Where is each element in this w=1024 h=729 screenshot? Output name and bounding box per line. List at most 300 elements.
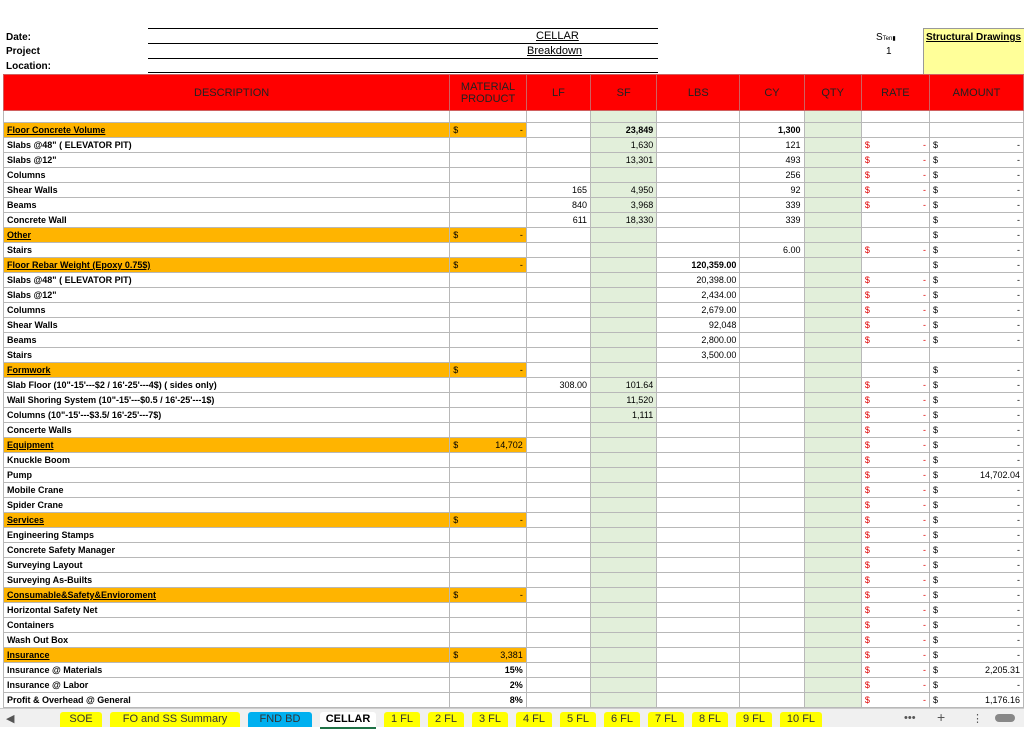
rate-cell[interactable] bbox=[861, 483, 929, 498]
amount-cell[interactable] bbox=[929, 678, 1023, 693]
amount-cell[interactable] bbox=[929, 228, 1023, 243]
lf-cell[interactable] bbox=[526, 678, 590, 693]
description-cell[interactable]: Formwork bbox=[4, 363, 450, 378]
lbs-cell[interactable] bbox=[657, 558, 740, 573]
lf-cell[interactable] bbox=[526, 243, 590, 258]
qty-cell[interactable] bbox=[804, 693, 861, 708]
amount-cell[interactable] bbox=[929, 453, 1023, 468]
description-cell[interactable]: Shear Walls bbox=[4, 318, 450, 333]
lf-cell[interactable] bbox=[526, 393, 590, 408]
qty-cell[interactable] bbox=[804, 528, 861, 543]
cy-cell[interactable] bbox=[740, 378, 804, 393]
amount-cell[interactable] bbox=[929, 408, 1023, 423]
cy-cell[interactable] bbox=[740, 303, 804, 318]
cy-cell[interactable]: 256 bbox=[740, 168, 804, 183]
qty-cell[interactable] bbox=[804, 408, 861, 423]
lf-cell[interactable] bbox=[526, 558, 590, 573]
lbs-cell[interactable] bbox=[657, 678, 740, 693]
description-cell[interactable]: Other bbox=[4, 228, 450, 243]
sf-cell[interactable] bbox=[591, 648, 657, 663]
col-description[interactable]: DESCRIPTION bbox=[4, 75, 450, 111]
lbs-cell[interactable]: 2,679.00 bbox=[657, 303, 740, 318]
col-lf[interactable]: LF bbox=[526, 75, 590, 111]
qty-cell[interactable] bbox=[804, 213, 861, 228]
qty-cell[interactable] bbox=[804, 123, 861, 138]
material-cell[interactable] bbox=[450, 528, 527, 543]
material-cell[interactable] bbox=[450, 168, 527, 183]
qty-cell[interactable] bbox=[804, 543, 861, 558]
description-cell[interactable]: Insurance @ Labor bbox=[4, 678, 450, 693]
description-cell[interactable]: Columns bbox=[4, 168, 450, 183]
material-cell[interactable] bbox=[450, 318, 527, 333]
cy-cell[interactable] bbox=[740, 543, 804, 558]
qty-cell[interactable] bbox=[804, 363, 861, 378]
description-cell[interactable]: Surveying As-Builts bbox=[4, 573, 450, 588]
sf-cell[interactable] bbox=[591, 303, 657, 318]
amount-cell[interactable] bbox=[929, 123, 1023, 138]
lbs-cell[interactable] bbox=[657, 363, 740, 378]
qty-cell[interactable] bbox=[804, 393, 861, 408]
sf-cell[interactable] bbox=[591, 618, 657, 633]
lbs-cell[interactable] bbox=[657, 123, 740, 138]
description-cell[interactable]: Floor Rebar Weight (Epoxy 0.75$) bbox=[4, 258, 450, 273]
sf-cell[interactable] bbox=[591, 633, 657, 648]
cy-cell[interactable] bbox=[740, 693, 804, 708]
lbs-cell[interactable] bbox=[657, 138, 740, 153]
description-cell[interactable]: Pump bbox=[4, 468, 450, 483]
amount-cell[interactable] bbox=[929, 543, 1023, 558]
col-lbs[interactable]: LBS bbox=[657, 75, 740, 111]
sf-cell[interactable]: 11,520 bbox=[591, 393, 657, 408]
rate-cell[interactable] bbox=[861, 213, 929, 228]
material-cell[interactable] bbox=[450, 558, 527, 573]
sheet-tab-fo-and-ss-summary[interactable]: FO and SS Summary bbox=[110, 712, 240, 727]
sheet-tab-2-fl[interactable]: 2 FL bbox=[428, 712, 464, 727]
rate-cell[interactable] bbox=[861, 183, 929, 198]
lbs-cell[interactable] bbox=[657, 663, 740, 678]
lbs-cell[interactable]: 2,434.00 bbox=[657, 288, 740, 303]
qty-cell[interactable] bbox=[804, 348, 861, 363]
cy-cell[interactable] bbox=[740, 513, 804, 528]
sf-cell[interactable] bbox=[591, 438, 657, 453]
sf-cell[interactable] bbox=[591, 603, 657, 618]
material-cell[interactable] bbox=[450, 303, 527, 318]
lbs-cell[interactable] bbox=[657, 453, 740, 468]
sf-cell[interactable] bbox=[591, 483, 657, 498]
lbs-cell[interactable] bbox=[657, 693, 740, 708]
amount-cell[interactable] bbox=[929, 483, 1023, 498]
lbs-cell[interactable] bbox=[657, 588, 740, 603]
sheet-tab-8-fl[interactable]: 8 FL bbox=[692, 712, 728, 727]
rate-cell[interactable] bbox=[861, 243, 929, 258]
rate-cell[interactable] bbox=[861, 348, 929, 363]
sf-cell[interactable] bbox=[591, 168, 657, 183]
lbs-cell[interactable] bbox=[657, 393, 740, 408]
cy-cell[interactable] bbox=[740, 453, 804, 468]
sheet-menu-icon[interactable]: ⋮ bbox=[972, 713, 983, 725]
cy-cell[interactable] bbox=[740, 228, 804, 243]
cy-cell[interactable] bbox=[740, 318, 804, 333]
lf-cell[interactable] bbox=[526, 618, 590, 633]
material-cell[interactable] bbox=[450, 243, 527, 258]
lbs-cell[interactable] bbox=[657, 153, 740, 168]
qty-cell[interactable] bbox=[804, 288, 861, 303]
amount-cell[interactable] bbox=[929, 213, 1023, 228]
lbs-cell[interactable] bbox=[657, 513, 740, 528]
lf-cell[interactable] bbox=[526, 138, 590, 153]
qty-cell[interactable] bbox=[804, 243, 861, 258]
lbs-cell[interactable] bbox=[657, 378, 740, 393]
rate-cell[interactable] bbox=[861, 498, 929, 513]
amount-cell[interactable] bbox=[929, 243, 1023, 258]
sf-cell[interactable] bbox=[591, 693, 657, 708]
sheet-tab-9-fl[interactable]: 9 FL bbox=[736, 712, 772, 727]
lbs-cell[interactable] bbox=[657, 483, 740, 498]
lf-cell[interactable] bbox=[526, 348, 590, 363]
material-cell[interactable] bbox=[450, 183, 527, 198]
lbs-cell[interactable] bbox=[657, 213, 740, 228]
rate-cell[interactable] bbox=[861, 198, 929, 213]
sf-cell[interactable] bbox=[591, 543, 657, 558]
lf-cell[interactable] bbox=[526, 258, 590, 273]
amount-cell[interactable] bbox=[929, 258, 1023, 273]
lbs-cell[interactable] bbox=[657, 528, 740, 543]
description-cell[interactable]: Surveying Layout bbox=[4, 558, 450, 573]
qty-cell[interactable] bbox=[804, 228, 861, 243]
sf-cell[interactable] bbox=[591, 588, 657, 603]
description-cell[interactable]: Columns bbox=[4, 303, 450, 318]
description-cell[interactable]: Mobile Crane bbox=[4, 483, 450, 498]
lbs-cell[interactable] bbox=[657, 633, 740, 648]
rate-cell[interactable] bbox=[861, 363, 929, 378]
qty-cell[interactable] bbox=[804, 603, 861, 618]
lbs-cell[interactable] bbox=[657, 198, 740, 213]
lbs-cell[interactable] bbox=[657, 228, 740, 243]
qty-cell[interactable] bbox=[804, 423, 861, 438]
add-sheet-icon[interactable]: + bbox=[937, 709, 946, 725]
lf-cell[interactable]: 840 bbox=[526, 198, 590, 213]
rate-cell[interactable] bbox=[861, 318, 929, 333]
description-cell[interactable]: Floor Concrete Volume bbox=[4, 123, 450, 138]
rate-cell[interactable] bbox=[861, 648, 929, 663]
lf-cell[interactable] bbox=[526, 693, 590, 708]
material-cell[interactable] bbox=[450, 348, 527, 363]
amount-cell[interactable] bbox=[929, 423, 1023, 438]
lf-cell[interactable]: 611 bbox=[526, 213, 590, 228]
description-cell[interactable]: Concrete Wall bbox=[4, 213, 450, 228]
cy-cell[interactable]: 6.00 bbox=[740, 243, 804, 258]
lf-cell[interactable] bbox=[526, 333, 590, 348]
rate-cell[interactable] bbox=[861, 453, 929, 468]
lbs-cell[interactable] bbox=[657, 573, 740, 588]
sf-cell[interactable] bbox=[591, 333, 657, 348]
qty-cell[interactable] bbox=[804, 168, 861, 183]
cy-cell[interactable]: 493 bbox=[740, 153, 804, 168]
cy-cell[interactable] bbox=[740, 498, 804, 513]
cy-cell[interactable] bbox=[740, 363, 804, 378]
amount-cell[interactable] bbox=[929, 393, 1023, 408]
qty-cell[interactable] bbox=[804, 468, 861, 483]
structural-drawings-cell[interactable] bbox=[923, 28, 1024, 76]
lf-cell[interactable] bbox=[526, 588, 590, 603]
col-rate[interactable]: RATE bbox=[861, 75, 929, 111]
lbs-cell[interactable]: 2,800.00 bbox=[657, 333, 740, 348]
cy-cell[interactable] bbox=[740, 618, 804, 633]
rate-cell[interactable] bbox=[861, 558, 929, 573]
sf-cell[interactable] bbox=[591, 363, 657, 378]
rate-cell[interactable] bbox=[861, 513, 929, 528]
qty-cell[interactable] bbox=[804, 318, 861, 333]
amount-cell[interactable] bbox=[929, 588, 1023, 603]
description-cell[interactable]: Profit & Overhead @ General bbox=[4, 693, 450, 708]
sf-cell[interactable] bbox=[591, 498, 657, 513]
lf-cell[interactable] bbox=[526, 363, 590, 378]
material-cell[interactable] bbox=[450, 423, 527, 438]
material-cell[interactable] bbox=[450, 453, 527, 468]
sheet-tab-6-fl[interactable]: 6 FL bbox=[604, 712, 640, 727]
lbs-cell[interactable] bbox=[657, 603, 740, 618]
material-cell[interactable] bbox=[450, 633, 527, 648]
amount-cell[interactable] bbox=[929, 168, 1023, 183]
description-cell[interactable]: Concerte Walls bbox=[4, 423, 450, 438]
description-cell[interactable]: Beams bbox=[4, 333, 450, 348]
cy-cell[interactable] bbox=[740, 408, 804, 423]
material-cell[interactable] bbox=[450, 198, 527, 213]
amount-cell[interactable] bbox=[929, 198, 1023, 213]
sf-cell[interactable]: 18,330 bbox=[591, 213, 657, 228]
description-cell[interactable]: Beams bbox=[4, 198, 450, 213]
cy-cell[interactable] bbox=[740, 678, 804, 693]
sheet-tab-10-fl[interactable]: 10 FL bbox=[780, 712, 822, 727]
sf-cell[interactable]: 3,968 bbox=[591, 198, 657, 213]
cellar-breakdown-table[interactable] bbox=[3, 74, 1024, 708]
qty-cell[interactable] bbox=[804, 618, 861, 633]
qty-cell[interactable] bbox=[804, 513, 861, 528]
description-cell[interactable]: Knuckle Boom bbox=[4, 453, 450, 468]
lf-cell[interactable] bbox=[526, 318, 590, 333]
cy-cell[interactable] bbox=[740, 393, 804, 408]
lf-cell[interactable] bbox=[526, 273, 590, 288]
material-cell[interactable] bbox=[450, 393, 527, 408]
description-cell[interactable]: Engineering Stamps bbox=[4, 528, 450, 543]
sf-cell[interactable]: 4,950 bbox=[591, 183, 657, 198]
description-cell[interactable]: Slabs @12" bbox=[4, 288, 450, 303]
rate-cell[interactable] bbox=[861, 393, 929, 408]
qty-cell[interactable] bbox=[804, 198, 861, 213]
rate-cell[interactable] bbox=[861, 603, 929, 618]
rate-cell[interactable] bbox=[861, 663, 929, 678]
description-cell[interactable]: Insurance bbox=[4, 648, 450, 663]
sheet-tab-7-fl[interactable]: 7 FL bbox=[648, 712, 684, 727]
rate-cell[interactable] bbox=[861, 588, 929, 603]
material-cell[interactable] bbox=[450, 438, 527, 453]
description-cell[interactable]: Wash Out Box bbox=[4, 633, 450, 648]
sf-cell[interactable] bbox=[591, 663, 657, 678]
amount-cell[interactable] bbox=[929, 288, 1023, 303]
lbs-cell[interactable]: 3,500.00 bbox=[657, 348, 740, 363]
col-amount[interactable]: AMOUNT bbox=[929, 75, 1023, 111]
rate-cell[interactable] bbox=[861, 543, 929, 558]
amount-cell[interactable] bbox=[929, 693, 1023, 708]
amount-cell[interactable] bbox=[929, 303, 1023, 318]
rate-cell[interactable] bbox=[861, 303, 929, 318]
lbs-cell[interactable] bbox=[657, 468, 740, 483]
lf-cell[interactable]: 165 bbox=[526, 183, 590, 198]
material-cell[interactable] bbox=[450, 213, 527, 228]
description-cell[interactable]: Horizontal Safety Net bbox=[4, 603, 450, 618]
description-cell[interactable]: Spider Crane bbox=[4, 498, 450, 513]
rate-cell[interactable] bbox=[861, 438, 929, 453]
description-cell[interactable]: Slabs @48" ( ELEVATOR PIT) bbox=[4, 273, 450, 288]
lbs-cell[interactable] bbox=[657, 168, 740, 183]
qty-cell[interactable] bbox=[804, 138, 861, 153]
cy-cell[interactable] bbox=[740, 663, 804, 678]
rate-cell[interactable] bbox=[861, 138, 929, 153]
sf-cell[interactable] bbox=[591, 273, 657, 288]
cy-cell[interactable] bbox=[740, 273, 804, 288]
amount-cell[interactable] bbox=[929, 348, 1023, 363]
qty-cell[interactable] bbox=[804, 663, 861, 678]
lf-cell[interactable] bbox=[526, 228, 590, 243]
amount-cell[interactable] bbox=[929, 528, 1023, 543]
cy-cell[interactable]: 339 bbox=[740, 198, 804, 213]
rate-cell[interactable] bbox=[861, 273, 929, 288]
sf-cell[interactable]: 13,301 bbox=[591, 153, 657, 168]
rate-cell[interactable] bbox=[861, 408, 929, 423]
material-cell[interactable] bbox=[450, 288, 527, 303]
material-cell[interactable] bbox=[450, 513, 527, 528]
material-cell[interactable]: 8% bbox=[450, 693, 527, 708]
cy-cell[interactable] bbox=[740, 633, 804, 648]
more-tabs-icon[interactable]: ••• bbox=[904, 712, 916, 724]
rate-cell[interactable] bbox=[861, 333, 929, 348]
sheet-tab-cellar[interactable]: CELLAR bbox=[320, 712, 376, 729]
lbs-cell[interactable] bbox=[657, 618, 740, 633]
cy-cell[interactable] bbox=[740, 483, 804, 498]
material-cell[interactable] bbox=[450, 138, 527, 153]
lf-cell[interactable] bbox=[526, 633, 590, 648]
amount-cell[interactable] bbox=[929, 363, 1023, 378]
description-cell[interactable]: Services bbox=[4, 513, 450, 528]
qty-cell[interactable] bbox=[804, 678, 861, 693]
amount-cell[interactable] bbox=[929, 603, 1023, 618]
qty-cell[interactable] bbox=[804, 498, 861, 513]
rate-cell[interactable] bbox=[861, 573, 929, 588]
material-cell[interactable]: 15% bbox=[450, 663, 527, 678]
description-cell[interactable]: Slabs @48" ( ELEVATOR PIT) bbox=[4, 138, 450, 153]
tab-scroll-left-icon[interactable]: ◀ bbox=[6, 713, 15, 725]
amount-cell[interactable] bbox=[929, 318, 1023, 333]
material-cell[interactable] bbox=[450, 363, 527, 378]
cy-cell[interactable]: 92 bbox=[740, 183, 804, 198]
material-cell[interactable] bbox=[450, 483, 527, 498]
sheet-tab-3-fl[interactable]: 3 FL bbox=[472, 712, 508, 727]
rate-cell[interactable] bbox=[861, 288, 929, 303]
lf-cell[interactable] bbox=[526, 153, 590, 168]
material-cell[interactable] bbox=[450, 573, 527, 588]
sf-cell[interactable] bbox=[591, 348, 657, 363]
cy-cell[interactable]: 121 bbox=[740, 138, 804, 153]
amount-cell[interactable] bbox=[929, 378, 1023, 393]
qty-cell[interactable] bbox=[804, 648, 861, 663]
qty-cell[interactable] bbox=[804, 303, 861, 318]
rate-cell[interactable] bbox=[861, 153, 929, 168]
lf-cell[interactable] bbox=[526, 648, 590, 663]
qty-cell[interactable] bbox=[804, 153, 861, 168]
amount-cell[interactable] bbox=[929, 468, 1023, 483]
qty-cell[interactable] bbox=[804, 573, 861, 588]
rate-cell[interactable] bbox=[861, 678, 929, 693]
lf-cell[interactable] bbox=[526, 543, 590, 558]
rate-cell[interactable] bbox=[861, 378, 929, 393]
sf-cell[interactable] bbox=[591, 678, 657, 693]
description-cell[interactable]: Concrete Safety Manager bbox=[4, 543, 450, 558]
description-cell[interactable]: Slab Floor (10"-15'---$2 / 16'-25'---4$) ( sides only) bbox=[4, 378, 450, 393]
cy-cell[interactable] bbox=[740, 528, 804, 543]
material-cell[interactable] bbox=[450, 123, 527, 138]
material-cell[interactable] bbox=[450, 408, 527, 423]
amount-cell[interactable] bbox=[929, 648, 1023, 663]
qty-cell[interactable] bbox=[804, 558, 861, 573]
lf-cell[interactable] bbox=[526, 288, 590, 303]
amount-cell[interactable] bbox=[929, 573, 1023, 588]
cy-cell[interactable] bbox=[740, 258, 804, 273]
lbs-cell[interactable]: 20,398.00 bbox=[657, 273, 740, 288]
col-cy[interactable]: CY bbox=[740, 75, 804, 111]
lbs-cell[interactable] bbox=[657, 423, 740, 438]
material-cell[interactable] bbox=[450, 333, 527, 348]
description-cell[interactable]: Containers bbox=[4, 618, 450, 633]
qty-cell[interactable] bbox=[804, 438, 861, 453]
sf-cell[interactable] bbox=[591, 228, 657, 243]
cy-cell[interactable] bbox=[740, 288, 804, 303]
col-qty[interactable]: QTY bbox=[804, 75, 861, 111]
sf-cell[interactable]: 1,111 bbox=[591, 408, 657, 423]
lf-cell[interactable] bbox=[526, 498, 590, 513]
rate-cell[interactable] bbox=[861, 423, 929, 438]
lbs-cell[interactable] bbox=[657, 243, 740, 258]
amount-cell[interactable] bbox=[929, 438, 1023, 453]
material-cell[interactable] bbox=[450, 543, 527, 558]
cy-cell[interactable] bbox=[740, 573, 804, 588]
amount-cell[interactable] bbox=[929, 513, 1023, 528]
qty-cell[interactable] bbox=[804, 378, 861, 393]
cy-cell[interactable] bbox=[740, 588, 804, 603]
qty-cell[interactable] bbox=[804, 588, 861, 603]
rate-cell[interactable] bbox=[861, 258, 929, 273]
description-cell[interactable]: Wall Shoring System (10"-15'---$0.5 / 16'-25'---1$) bbox=[4, 393, 450, 408]
material-cell[interactable] bbox=[450, 618, 527, 633]
material-cell[interactable] bbox=[450, 588, 527, 603]
qty-cell[interactable] bbox=[804, 258, 861, 273]
sf-cell[interactable] bbox=[591, 423, 657, 438]
description-cell[interactable]: Equipment bbox=[4, 438, 450, 453]
lf-cell[interactable] bbox=[526, 483, 590, 498]
amount-cell[interactable] bbox=[929, 138, 1023, 153]
sf-cell[interactable] bbox=[591, 468, 657, 483]
qty-cell[interactable] bbox=[804, 483, 861, 498]
amount-cell[interactable] bbox=[929, 498, 1023, 513]
sheet-tab-5-fl[interactable]: 5 FL bbox=[560, 712, 596, 727]
col-material[interactable]: MATERIAL PRODUCT bbox=[450, 75, 527, 111]
sf-cell[interactable]: 23,849 bbox=[591, 123, 657, 138]
lf-cell[interactable] bbox=[526, 603, 590, 618]
lbs-cell[interactable] bbox=[657, 408, 740, 423]
sf-cell[interactable] bbox=[591, 258, 657, 273]
sheet-tab-1-fl[interactable]: 1 FL bbox=[384, 712, 420, 727]
qty-cell[interactable] bbox=[804, 183, 861, 198]
lf-cell[interactable] bbox=[526, 303, 590, 318]
